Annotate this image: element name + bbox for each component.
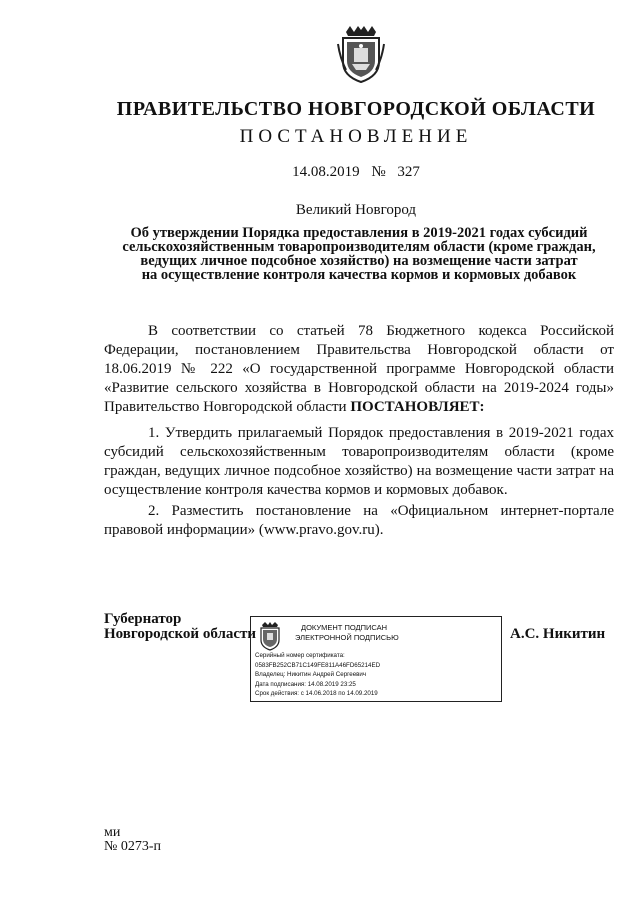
resolves-word: ПОСТАНОВЛЯЕТ: <box>350 399 485 415</box>
title-line: Об утверждении Порядка предоставления в 2019-2021 годах субсидий <box>130 225 588 241</box>
document-date: 14.08.2019 <box>292 164 360 180</box>
electronic-signature-stamp <box>250 616 502 702</box>
stamp-owner: Владелец: Никитин Андрей Сергеевич <box>255 671 367 678</box>
stamp-cert-number: 0583FB252CB71C149FE811A46FD65214ED <box>255 661 381 669</box>
title-line: ведущих личное подсобное хозяйство) на возмещение части затрат <box>140 253 578 269</box>
stamp-signed-date: Дата подписания: 14.08.2019 23:25 <box>255 680 356 688</box>
signatory-title-line: Губернатор <box>104 611 182 627</box>
document-number-line <box>0 164 640 181</box>
stamp-heading-line: ЭЛЕКТРОННОЙ ПОДПИСЬЮ <box>295 633 399 642</box>
body-paragraph-preamble <box>104 322 614 417</box>
paragraph-text: 2. Разместить постановление на «Официальном интернет-портале правовой информации» (www.pravo.gov.ru). <box>104 503 614 538</box>
title-line: сельскохозяйственным товаропроизводителям области (кроме граждан, <box>122 239 596 255</box>
footer-initials: ми <box>104 825 121 840</box>
stamp-heading <box>295 623 399 643</box>
stamp-heading-line: ДОКУМЕНТ ПОДПИСАН <box>301 623 388 632</box>
document-number: 327 <box>397 164 420 180</box>
stamp-details <box>255 651 380 699</box>
signatory-title-line: Новгородской области <box>104 626 257 642</box>
paragraph-text: 1. Утвердить прилагаемый Порядок предоставления в 2019-2021 годах субсидий сельскохозяйственным товаропроизводителям области (кроме граждан, ведущих личное подсобное хозяйство) на возмещение части затрат на осуществление контроля качества кормов и кормовых добавок. <box>104 425 614 498</box>
stamp-validity: Срок действия: с 14.06.2018 по 14.09.2019 <box>255 690 378 697</box>
stamp-emblem-icon <box>257 621 283 651</box>
number-sign: № <box>371 164 386 180</box>
document-place: Великий Новгород <box>295 202 417 218</box>
body-paragraph-1 <box>104 424 614 500</box>
stamp-cert-label: Серийный номер сертификата: <box>255 652 345 659</box>
document-title <box>104 226 614 282</box>
footer-registration <box>104 826 161 854</box>
footer-reg-number: № 0273-п <box>104 839 162 854</box>
organization-name: ПРАВИТЕЛЬСТВО НОВГОРОДСКОЙ ОБЛАСТИ <box>116 98 596 120</box>
body-paragraph-2 <box>104 502 614 540</box>
document-type: ПОСТАНОВЛЕНИЕ <box>239 126 473 147</box>
signatory-name: А.С. Никитин <box>510 626 606 642</box>
coat-of-arms-emblem <box>336 24 386 84</box>
signatory-title <box>104 612 256 642</box>
title-line: на осуществление контроля качества кормов и кормовых добавок <box>141 267 577 283</box>
preamble-text: В соответствии со статьей 78 Бюджетного кодекса Российской Федерации, постановлением Правительства Новгородской области от 18.06.2019 № 222 «О государственной программе Новгородской области «Развитие сельского хозяйства в Новгородской области на 2019-2024 годы» Правительство Новгородской области <box>104 323 614 415</box>
